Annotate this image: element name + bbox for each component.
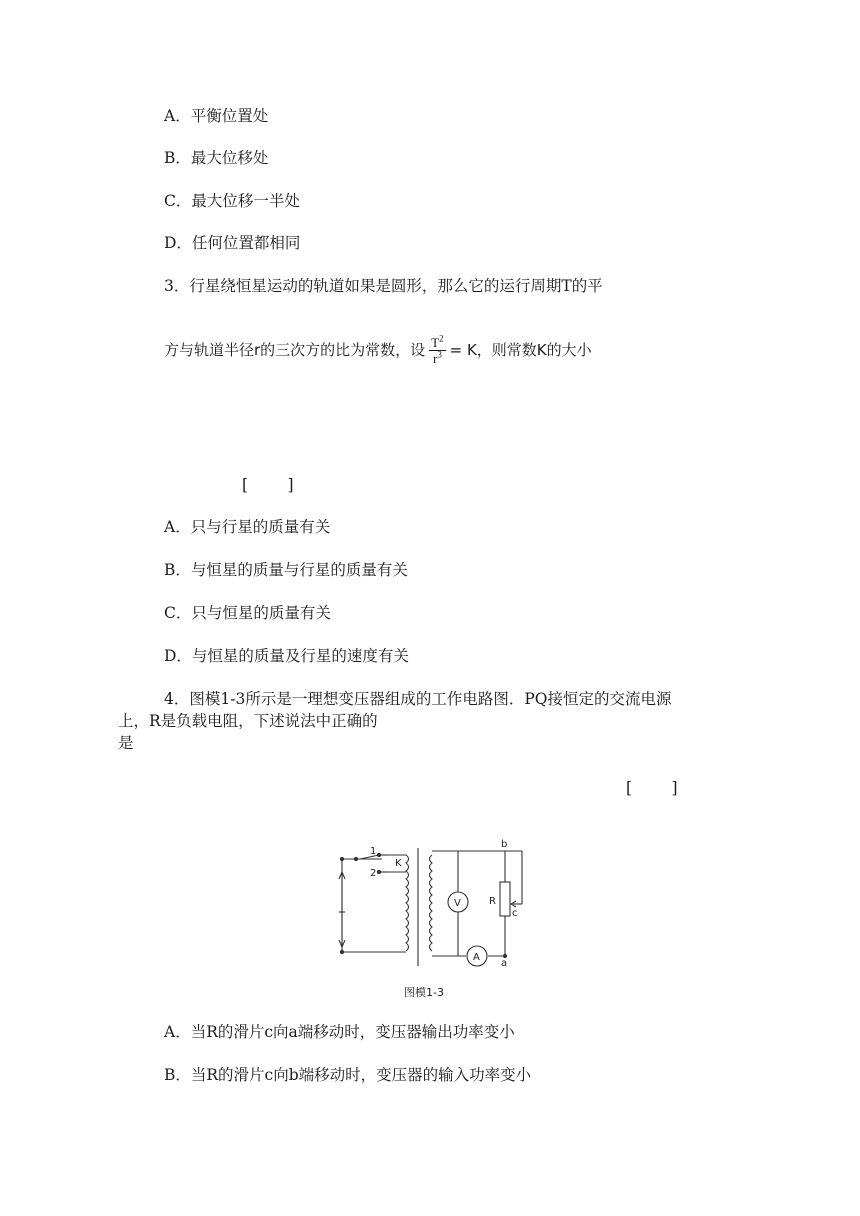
resistor-label: R <box>489 896 496 907</box>
q3-stem-line2 <box>164 330 592 370</box>
q2-option-c: C．最大位移一半处 <box>164 192 300 210</box>
q2-option-b: B．最大位移处 <box>164 149 269 167</box>
q3-answer-bracket: [ ] <box>242 476 294 494</box>
q3-stem-line1: 3．行星绕恒星运动的轨道如果是圆形，那么它的运行周期T的平 <box>164 277 603 295</box>
q4-stem-line1: 4．图模1-3所示是一理想变压器组成的工作电路图．PQ接恒定的交流电源 <box>164 690 672 708</box>
figure-caption: 图模1-3 <box>404 986 444 999</box>
q3-stem-line2-post: = K，则常数K的大小 <box>449 341 592 359</box>
transformer-circuit-diagram <box>330 834 530 980</box>
q3-option-c: C．只与恒星的质量有关 <box>164 604 331 622</box>
q4-option-a: A．当R的滑片c向a端移动时，变压器输出功率变小 <box>164 1023 515 1041</box>
node-label-c: c <box>512 908 518 919</box>
q4-answer-bracket: [ ] <box>626 779 678 797</box>
q3-fraction-denominator: $r^3$ <box>432 349 442 366</box>
switch-label-2: 2 <box>370 868 377 879</box>
q4-stem-line2: 上，R是负载电阻，下述说法中正确的 <box>118 712 378 730</box>
q4-option-b: B．当R的滑片c向b端移动时，变压器的输入功率变小 <box>164 1066 532 1084</box>
q3-fraction-numerator: $T^2$ <box>431 333 444 350</box>
q3-option-b: B．与恒星的质量与行星的质量有关 <box>164 561 408 579</box>
q2-option-a: A．平衡位置处 <box>164 107 269 125</box>
switch-label-k: K <box>395 858 402 869</box>
q3-formula-fraction <box>429 335 445 366</box>
q3-stem-line2-pre: 方与轨道半径r的三次方的比为常数，设 <box>164 341 426 359</box>
node-label-a: a <box>501 958 508 969</box>
node-label-b: b <box>501 839 508 850</box>
ammeter-label: A <box>473 952 480 963</box>
q3-option-a: A．只与行星的质量有关 <box>164 518 331 536</box>
q2-option-d: D．任何位置都相同 <box>164 234 301 252</box>
switch-label-1: 1 <box>370 846 377 857</box>
q4-stem-line3: 是 <box>118 734 134 752</box>
voltmeter-label: V <box>454 898 461 909</box>
q3-option-d: D．与恒星的质量及行星的速度有关 <box>164 647 409 665</box>
